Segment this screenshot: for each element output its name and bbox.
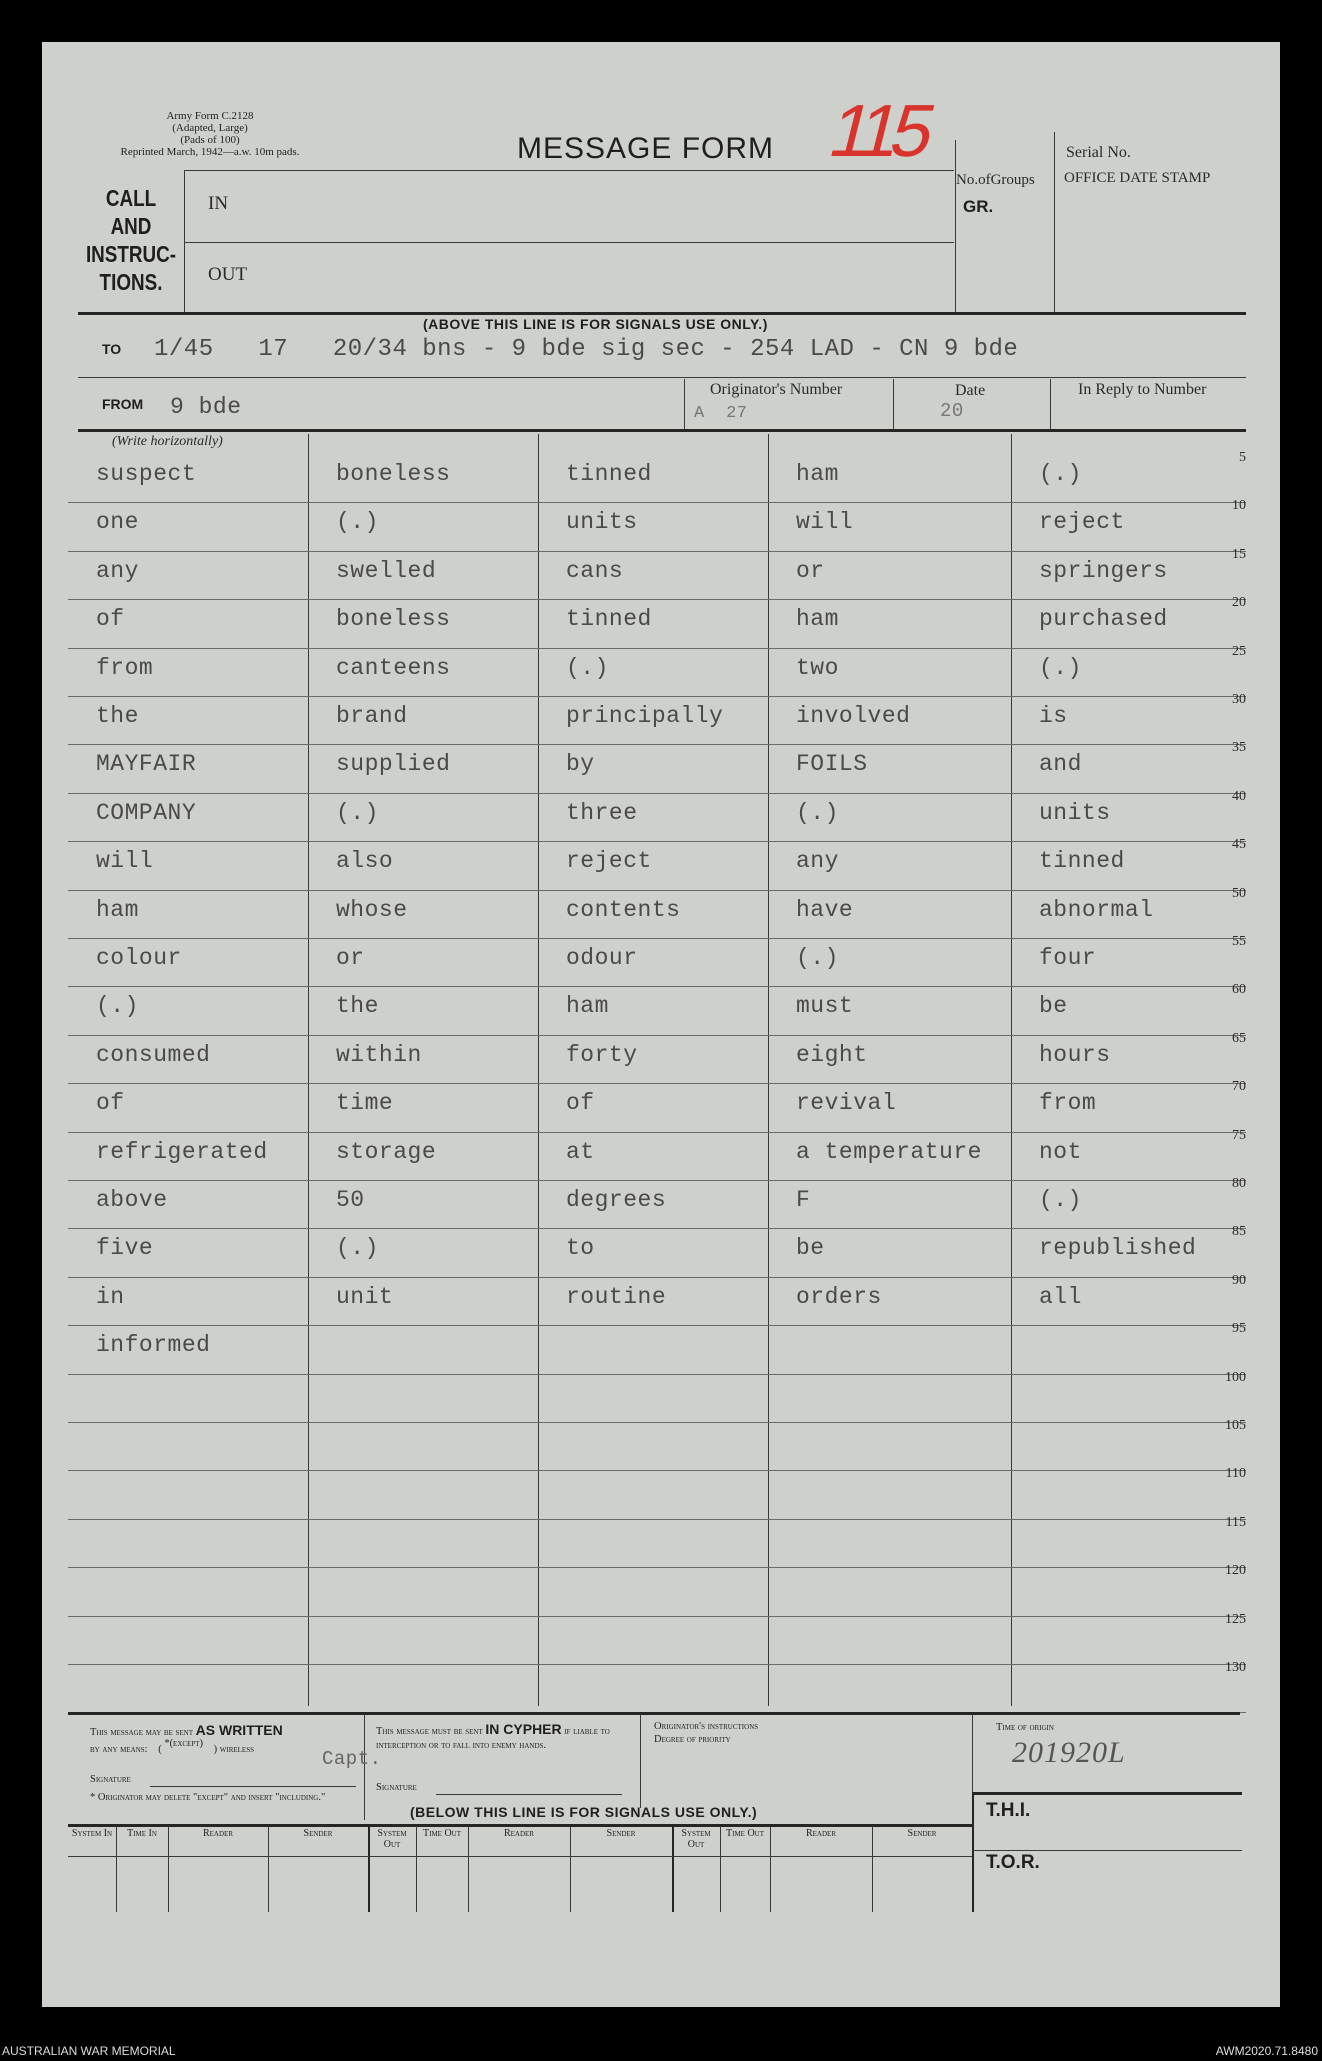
grid-row-line	[68, 1132, 1246, 1133]
word-count-number: 5	[1239, 450, 1246, 465]
message-word: whose	[336, 896, 408, 923]
grid-row-line	[68, 648, 1246, 649]
grid-row-line	[68, 1083, 1246, 1084]
message-word: eight	[796, 1041, 868, 1068]
time-of-origin-label: Time of origin	[996, 1722, 1054, 1733]
message-word: F	[796, 1187, 811, 1213]
call-line-1: CALL	[105, 185, 157, 211]
caption-right: AWM2020.71.8480	[1215, 2044, 1318, 2058]
sent-as-written-text: This message may be sent	[90, 1727, 194, 1738]
message-word: have	[796, 896, 854, 923]
grid-column-divider	[1011, 434, 1012, 1706]
message-word: odour	[566, 945, 638, 971]
grid-row-line	[68, 938, 1246, 939]
message-word: three	[566, 799, 638, 826]
word-count-number: 125	[1225, 1611, 1246, 1627]
message-word: (.)	[1039, 654, 1082, 681]
grid-row-line	[68, 793, 1246, 794]
grid-row-line	[68, 1519, 1246, 1520]
message-word: contents	[566, 896, 681, 923]
message-word: supplied	[336, 751, 451, 778]
message-word: tinned	[1039, 848, 1125, 875]
word-count-number: 15	[1232, 546, 1246, 562]
message-word: consumed	[96, 1041, 211, 1068]
grid-row-line	[68, 1616, 1246, 1617]
signals-column-header: Sender	[303, 1828, 333, 1839]
grid-column-divider	[768, 434, 769, 1706]
word-count-number: 35	[1232, 740, 1246, 756]
word-count-number: 90	[1232, 1272, 1246, 1288]
message-word: any	[796, 848, 839, 875]
message-word: any	[96, 557, 139, 584]
write-horizontally-note: (Write horizontally)	[112, 434, 223, 449]
message-word: reject	[566, 848, 652, 875]
signals-column-header: System Out	[377, 1828, 407, 1850]
as-written-note: This message may be sent AS WRITTEN by any means: ( *(except) ) wireless	[90, 1722, 283, 1755]
signals-header-line	[68, 1856, 972, 1857]
message-word: involved	[796, 703, 911, 729]
message-word: republished	[1039, 1235, 1197, 1262]
pads-of-100: (Pads of 100)	[180, 134, 240, 146]
word-count-number: 115	[1225, 1514, 1246, 1530]
no-of-groups-label: No.ofGroups	[956, 172, 1035, 188]
word-count-number: 85	[1232, 1224, 1246, 1240]
message-word: units	[1039, 799, 1111, 826]
call-line-2: AND	[110, 213, 152, 239]
office-date-stamp-label: OFFICE DATE STAMP	[1064, 170, 1211, 186]
message-word: the	[336, 993, 379, 1020]
except-text: *(except)	[164, 1738, 204, 1749]
reprinted-note: Reprinted March, 1942—a.w. 10m pads.	[120, 146, 300, 158]
message-word: reject	[1039, 509, 1125, 536]
word-count-number: 60	[1232, 982, 1246, 998]
message-word: forty	[566, 1041, 638, 1068]
message-word: degrees	[566, 1187, 667, 1213]
grid-row-line	[68, 696, 1246, 697]
message-word: time	[336, 1090, 394, 1117]
signals-column-header: Sender	[907, 1828, 937, 1839]
grid-row-line	[68, 1567, 1246, 1568]
message-word: ham	[796, 606, 839, 633]
message-word: cans	[566, 557, 624, 584]
word-count-number: 130	[1225, 1660, 1246, 1675]
word-count-number: 20	[1232, 595, 1246, 611]
message-word: revival	[796, 1090, 897, 1117]
message-word: MAYFAIR	[96, 751, 197, 778]
form-title: MESSAGE FORM	[517, 132, 775, 165]
message-word: all	[1039, 1283, 1082, 1310]
message-word: within	[336, 1041, 422, 1068]
grid-row-line	[68, 890, 1246, 891]
message-word: ham	[566, 993, 609, 1020]
grid-row-line	[68, 551, 1246, 552]
signals-column-header: Reader	[503, 1828, 534, 1839]
serial-no-label: Serial No.	[1066, 144, 1131, 161]
grid-column-divider	[538, 434, 539, 1706]
signature-label-1: Signature	[90, 1774, 131, 1785]
message-word: to	[566, 1235, 595, 1262]
message-word: of	[96, 606, 125, 633]
message-word: four	[1039, 945, 1097, 971]
signature-label-2: Signature	[376, 1782, 417, 1793]
message-word: will	[96, 848, 154, 875]
message-word: will	[796, 509, 854, 536]
in-cypher-note	[376, 1722, 636, 1753]
as-written-text: AS WRITTEN	[195, 1722, 283, 1738]
message-word: tinned	[566, 606, 652, 633]
word-count-number: 75	[1232, 1127, 1246, 1143]
message-word: abnormal	[1039, 896, 1154, 923]
message-word: by	[566, 751, 595, 778]
originators-instructions	[654, 1720, 758, 1746]
message-word: ham	[96, 896, 139, 923]
message-word: five	[96, 1235, 154, 1262]
adapted-large: (Adapted, Large)	[172, 122, 248, 134]
message-word: unit	[336, 1283, 394, 1310]
word-count-number: 65	[1232, 1030, 1246, 1046]
message-word: storage	[336, 1138, 437, 1165]
message-word: in	[96, 1283, 125, 1310]
grid-row-line	[68, 599, 1246, 600]
message-word: routine	[566, 1283, 667, 1310]
in-label: IN	[208, 193, 229, 214]
signals-use-table	[68, 1826, 972, 1912]
grid-row-line	[68, 1325, 1246, 1326]
message-word: (.)	[796, 945, 839, 971]
word-count-number: 105	[1225, 1418, 1246, 1433]
cypher-text-2: if liable to interception or to fall into enemy hands.	[376, 1726, 610, 1751]
message-word: (.)	[336, 1235, 379, 1262]
caption-left: AUSTRALIAN WAR MEMORIAL	[2, 2044, 176, 2058]
message-word: refrigerated	[96, 1138, 268, 1165]
originators-number-value: A 27	[694, 404, 748, 423]
message-word: suspect	[96, 461, 197, 487]
word-count-number: 40	[1232, 788, 1246, 804]
message-word: and	[1039, 751, 1082, 778]
message-word: or	[336, 945, 365, 971]
grid-row-line	[68, 1374, 1246, 1375]
signals-column-header: Time Out	[726, 1828, 764, 1839]
in-reply-to-label: In Reply to Number	[1078, 381, 1207, 398]
signals-column-header: Reader	[202, 1828, 233, 1839]
grid-row-line	[68, 1180, 1246, 1181]
message-word: swelled	[336, 557, 437, 584]
wireless-text: wireless	[219, 1744, 254, 1755]
word-count-number: 30	[1232, 692, 1246, 707]
message-word: must	[796, 993, 854, 1020]
grid-row-line	[68, 1277, 1246, 1278]
call-and-instructions	[86, 184, 176, 296]
message-word: COMPANY	[96, 799, 197, 826]
message-word: (.)	[96, 993, 139, 1020]
grid-row-line	[68, 1470, 1246, 1471]
message-word: tinned	[566, 461, 652, 487]
from-value: 9 bde	[170, 394, 242, 420]
grid-row-line	[68, 1664, 1246, 1665]
grid-row-line	[68, 1422, 1246, 1423]
signals-column-header: System In	[71, 1828, 113, 1839]
from-label: FROM	[102, 396, 144, 412]
signals-column-header: System Out	[681, 1828, 711, 1850]
capt-signature: Capt.	[322, 1748, 382, 1770]
to-value: 1/45 17 20/34 bns - 9 bde sig sec - 254 LAD - CN 9 bde	[154, 336, 1019, 363]
originators-number-label: Originator's Number	[710, 381, 843, 398]
message-word: brand	[336, 703, 408, 729]
message-word: orders	[796, 1283, 882, 1310]
grid-row-line	[68, 502, 1246, 503]
message-word: be	[796, 1235, 825, 1262]
by-any-means-text: by any means:	[90, 1744, 148, 1755]
message-word: informed	[96, 1332, 211, 1359]
word-count-number: 55	[1232, 934, 1246, 949]
message-word: be	[1039, 993, 1068, 1020]
below-line-note: (BELOW THIS LINE IS FOR SIGNALS USE ONLY.)	[410, 1804, 758, 1820]
call-line-4: TIONS.	[99, 269, 163, 295]
message-word: hours	[1039, 1041, 1111, 1068]
message-word: springers	[1039, 557, 1168, 584]
date-label: Date	[955, 382, 986, 399]
word-count-number: 70	[1232, 1079, 1246, 1095]
word-count-number: 25	[1232, 643, 1246, 659]
signals-column-header: Sender	[606, 1828, 636, 1839]
word-count-number: 80	[1232, 1176, 1246, 1191]
word-count-number: 120	[1225, 1563, 1246, 1579]
signals-column-header: Time In	[127, 1828, 157, 1839]
word-count-number: 110	[1225, 1466, 1246, 1482]
message-word: the	[96, 703, 139, 729]
message-word: canteens	[336, 654, 451, 681]
message-word: above	[96, 1187, 168, 1213]
army-form-number: Army Form C.2128	[166, 110, 254, 122]
signals-column-header: Time Out	[423, 1828, 461, 1839]
message-word: boneless	[336, 461, 451, 487]
time-of-origin-value: 201920L	[1012, 1736, 1126, 1769]
originator-delete-note: * Originator may delete "except" and insert "including."	[90, 1792, 326, 1803]
signals-column-header: Reader	[805, 1828, 836, 1839]
cypher-text: This message must be sent	[376, 1726, 483, 1737]
message-word: one	[96, 509, 139, 536]
above-line-note: (ABOVE THIS LINE IS FOR SIGNALS USE ONLY.)	[423, 316, 768, 332]
message-word: a temperature	[796, 1138, 982, 1165]
message-word: not	[1039, 1138, 1082, 1165]
grid-row-line	[68, 986, 1246, 987]
message-word: two	[796, 654, 839, 681]
word-count-number: 95	[1232, 1321, 1246, 1337]
grid-row-line	[68, 744, 1246, 745]
to-label: TO	[102, 341, 122, 357]
word-count-number: 50	[1232, 885, 1246, 901]
message-word: 50	[336, 1187, 365, 1213]
message-word: from	[96, 654, 154, 681]
call-line-3: INSTRUC-	[85, 241, 177, 267]
message-word: is	[1039, 703, 1068, 729]
word-count-number: 10	[1232, 498, 1246, 514]
message-word: (.)	[336, 509, 379, 536]
grid-column-divider	[308, 434, 309, 1706]
message-word: of	[96, 1090, 125, 1117]
message-word: or	[796, 557, 825, 584]
out-label: OUT	[208, 264, 248, 285]
message-word: FOILS	[796, 751, 868, 778]
message-word: (.)	[336, 799, 379, 826]
caption-strip	[0, 2035, 1322, 2061]
message-word: at	[566, 1138, 595, 1165]
grid-row-line	[68, 1228, 1246, 1229]
form-meta	[85, 110, 335, 158]
grid-row-line	[68, 1035, 1246, 1036]
message-word: (.)	[566, 654, 609, 681]
message-word: (.)	[796, 799, 839, 826]
message-word: (.)	[1039, 461, 1082, 487]
message-word: units	[566, 509, 638, 536]
date-value: 20	[940, 400, 964, 422]
message-word: (.)	[1039, 1187, 1082, 1213]
message-word: of	[566, 1090, 595, 1117]
originators-instructions-text: Originator's instructions	[654, 1721, 759, 1732]
message-word: colour	[96, 945, 182, 971]
message-word: principally	[566, 703, 724, 729]
thi-label: T.H.I.	[986, 1800, 1031, 1821]
tor-label: T.O.R.	[986, 1852, 1040, 1873]
in-cypher-text: IN CYPHER	[485, 1721, 562, 1737]
message-word: boneless	[336, 606, 451, 633]
degree-of-priority-text: Degree of priority	[654, 1734, 731, 1745]
message-word: from	[1039, 1090, 1097, 1117]
handwritten-page-number: 115	[821, 89, 937, 172]
word-count-number: 100	[1225, 1369, 1246, 1385]
grid-row-line	[68, 841, 1246, 842]
word-count-number: 45	[1232, 837, 1246, 853]
message-word: also	[336, 848, 394, 875]
message-body-grid	[68, 434, 1246, 1706]
message-word: ham	[796, 461, 839, 487]
message-word: purchased	[1039, 606, 1168, 633]
gr-label: GR.	[963, 197, 994, 216]
